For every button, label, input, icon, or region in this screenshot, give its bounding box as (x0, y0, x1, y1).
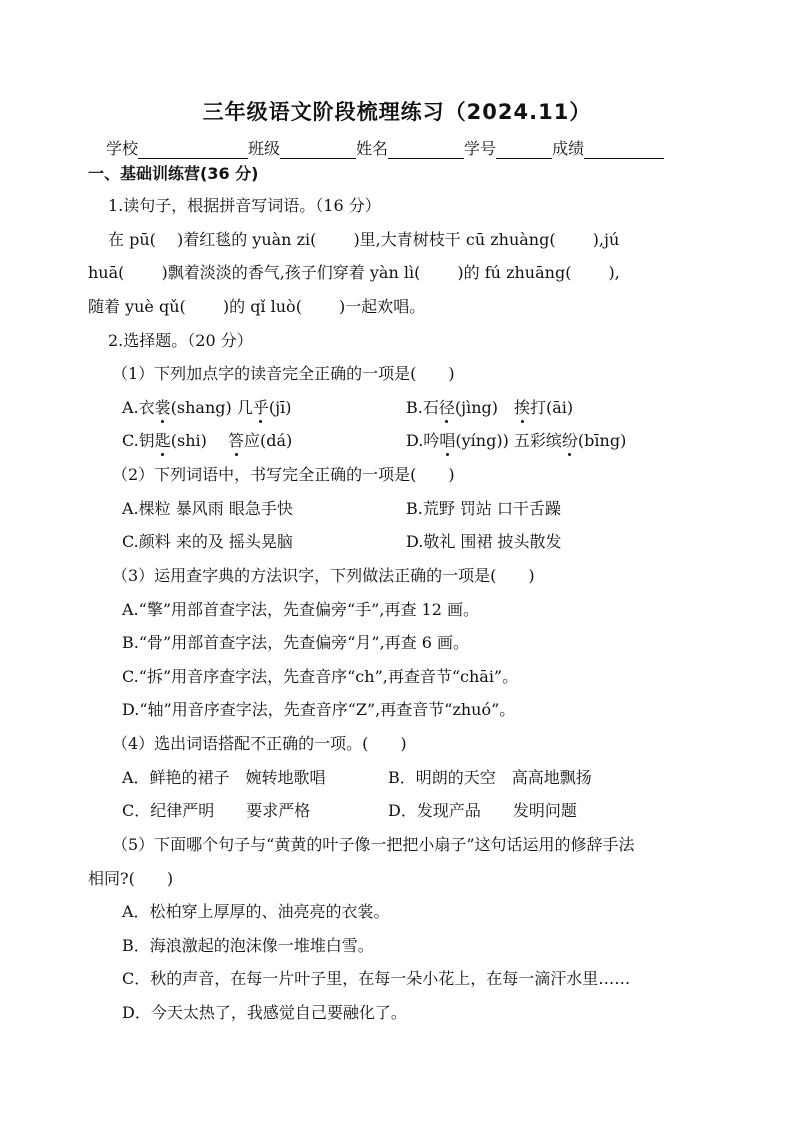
sub4-option-a: A．鲜艳的裙子 婉转地歌唱 (122, 768, 326, 787)
dotted-char: 裳 (155, 395, 171, 418)
question-1-line: huā( )飘着淡淡的香气,孩子们穿着 yàn lì( )的 fú zhuāng( ), (88, 263, 620, 282)
sub3-option-a: A.“擎”用部首查字法，先查偏旁“手”,再查 12 画。 (122, 600, 479, 619)
section-heading: 一、基础训练营(36 分) (88, 164, 259, 183)
sub3-option-c: C.“拆”用音序查字法，先查音序“ch”,再查音节“chāi”。 (122, 667, 519, 686)
option-text: B.石 (406, 398, 439, 417)
dotted-char: 匙 (155, 428, 171, 451)
dotted-char: 径 (439, 395, 455, 418)
dotted-char: 答 (228, 428, 244, 451)
sub4-option-d: D．发现产品 发明问题 (388, 801, 577, 820)
subquestion-3-prompt: （3）运用查字典的方法识字，下列做法正确的一项是( ) (112, 566, 535, 585)
question-2-prompt: 2.选择题。（20 分） (108, 331, 253, 350)
class-label: 班级 (248, 139, 281, 158)
sub4-option-c: C．纪律严明 要求严格 (122, 801, 311, 820)
option-text: (jī) (268, 398, 292, 417)
sub5-option-b: B．海浪激起的泡沫像一堆堆白雪。 (122, 936, 374, 955)
option-text: 应(dá) (244, 431, 293, 450)
sub1-option-b (406, 395, 573, 418)
dotted-char: 挨 (514, 395, 530, 418)
option-text: (yíng)) 五彩缤 (455, 431, 562, 450)
sub1-option-a (122, 395, 291, 418)
option-text: (shi) (170, 431, 228, 450)
score-label: 成绩 (552, 139, 585, 158)
option-text: C.钥 (122, 431, 155, 450)
name-blank[interactable] (388, 142, 464, 159)
dotted-char: 乎 (253, 395, 269, 418)
option-text: (bīng) (577, 431, 627, 450)
sub4-option-b: B．明朗的天空 高高地飘扬 (388, 768, 592, 787)
name-label: 姓名 (356, 139, 389, 158)
option-text: (shang) 几 (170, 398, 253, 417)
option-text: (jìng) (454, 398, 514, 417)
sub3-option-b: B.“骨”用部首查字法，先查偏旁“月”,再查 6 画。 (122, 633, 470, 652)
class-blank[interactable] (280, 142, 356, 159)
school-label: 学校 (106, 139, 139, 158)
sub2-option-b: B.荒野 罚站 口干舌躁 (406, 499, 562, 518)
option-text: D.吟 (406, 431, 440, 450)
sub2-option-a: A.棵粒 暴风雨 眼急手快 (122, 499, 293, 518)
sub1-option-c (122, 428, 292, 451)
page-title: 三年级语文阶段梳理练习（2024.11） (202, 100, 592, 124)
subquestion-5-prompt: （5）下面哪个句子与“黄黄的叶子像一把把小扇子”这句话运用的修辞手法 (112, 835, 635, 854)
option-text: A.衣 (122, 398, 155, 417)
sub5-option-a: A．松柏穿上厚厚的、油亮亮的衣裳。 (122, 902, 390, 921)
student-info-row (106, 136, 716, 159)
question-1-prompt: 1.读句子，根据拼音写词语。（16 分） (108, 196, 381, 215)
student-number-label: 学号 (464, 139, 497, 158)
subquestion-1-prompt: （1）下列加点字的读音完全正确的一项是( ) (112, 364, 455, 383)
student-number-blank[interactable] (496, 142, 552, 159)
school-blank[interactable] (138, 142, 248, 159)
subquestion-5-prompt-cont: 相同?( ) (88, 869, 174, 888)
subquestion-4-prompt: （4）选出词语搭配不正确的一项。( ) (112, 734, 407, 753)
sub2-option-d: D.敬礼 围裙 披头散发 (406, 532, 562, 551)
question-1-line: 在 pū( )着红毯的 yuàn zi( )里,大青树枝干 cū zhuàng( ),jú (108, 230, 620, 249)
dotted-char: 纷 (562, 428, 578, 451)
subquestion-2-prompt: （2）下列词语中，书写完全正确的一项是( ) (112, 465, 455, 484)
sub3-option-d: D.“轴”用音序查字法，先查音序“Z”,再查音节“zhuó”。 (122, 700, 516, 719)
score-blank[interactable] (584, 142, 664, 159)
option-text: 打(āi) (530, 398, 574, 417)
sub1-option-d (406, 428, 626, 451)
sub5-option-d: D．今天太热了，我感觉自己要融化了。 (122, 1003, 407, 1022)
sub2-option-c: C.颜料 来的及 摇头晃脑 (122, 532, 293, 551)
question-1-line: 随着 yuè qǔ( )的 qǐ luò( )一起欢唱。 (88, 297, 426, 316)
dotted-char: 唱 (439, 428, 455, 451)
sub5-option-c: C．秋的声音，在每一片叶子里，在每一朵小花上，在每一滴汗水里…… (122, 969, 631, 988)
